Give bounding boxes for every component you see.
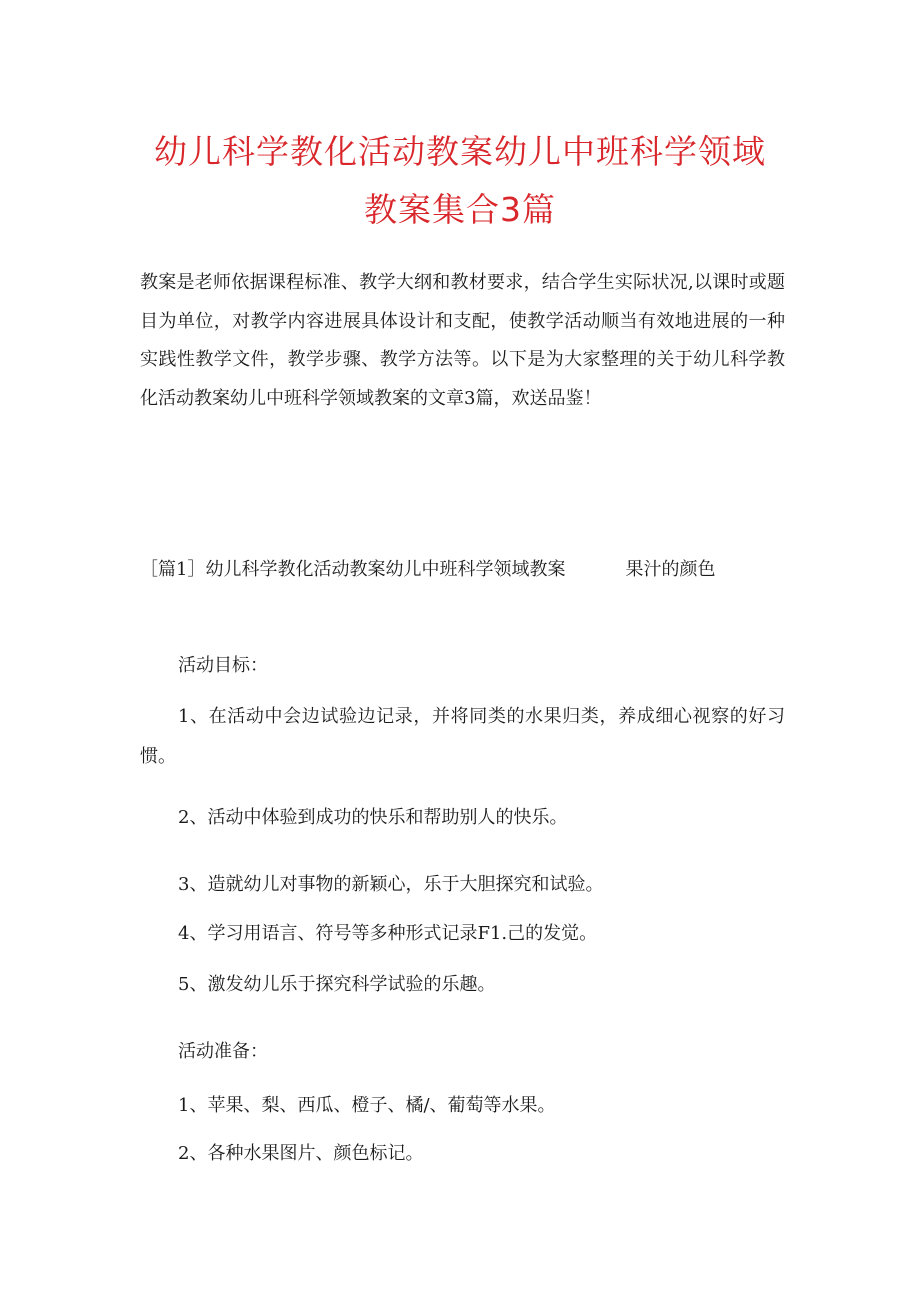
- goal-item-4: 4、学习用语言、符号等多种形式记录F1.己的发觉。: [178, 923, 598, 944]
- goal-item-2: 2、活动中体验到成功的快乐和帮助别人的快乐。: [178, 807, 568, 828]
- section-heading-subtitle: 果汁的颜色: [625, 559, 716, 580]
- section-heading-title: ［篇1］幼儿科学教化活动教案幼儿中班科学领域教案: [140, 559, 566, 580]
- intro-paragraph: 教案是老师依据课程标准、教学大纲和教材要求，结合学生实际状况,以课时或题目为单位，对教学内容进展具体设计和支配，使教学活动顺当有效地进展的一种实践性教学文件，教学步骤、教学方法等。以下是为大家整理的关于幼儿科学教化活动教案幼儿中班科学领域教案的文章3篇，欢送品鉴！: [140, 272, 785, 409]
- goal-item-5: 5、激发幼儿乐于探究科学试验的乐趣。: [178, 974, 496, 995]
- document-title-line-1: 幼儿科学教化活动教案幼儿中班科学领域: [154, 132, 766, 171]
- goal-item-3: 3、造就幼儿对事物的新颖心，乐于大胆探究和试验。: [178, 874, 604, 895]
- section-heading: [140, 551, 780, 589]
- prep-item-2: 2、各种水果图片、颜色标记。: [178, 1143, 424, 1164]
- goal-item-1: 1、在活动中会边试验边记录，并将同类的水果归类，养成细心视察的好习惯。: [140, 706, 785, 767]
- goals-label: 活动目标：: [178, 655, 268, 676]
- prep-item-1: 1、苹果、梨、西瓜、橙子、橘/、葡萄等水果。: [178, 1095, 556, 1116]
- prep-label: 活动准备：: [178, 1041, 268, 1062]
- document-title-line-2: 教案集合3篇: [364, 190, 556, 229]
